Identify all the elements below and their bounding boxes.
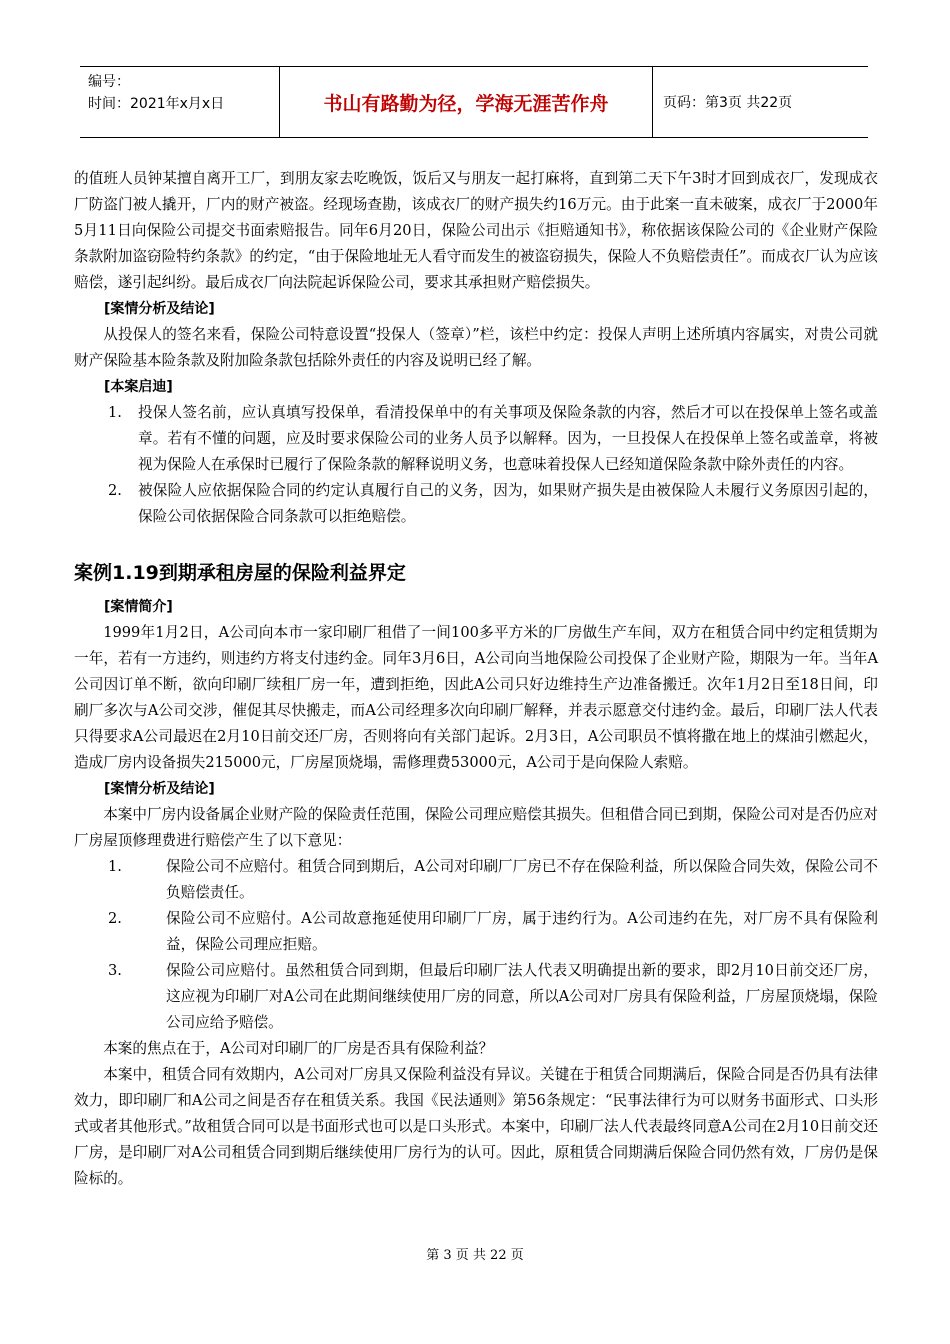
list-text: 保险公司不应赔付。租赁合同到期后，A公司对印刷厂厂房已不存在保险利益，所以保险合同失效，保险公司不负赔偿责任。 [166,858,878,901]
opinion-list [74,854,878,1036]
paragraph: 本案的焦点在于，A公司对印刷厂的厂房是否具有保险利益？ [103,1040,494,1057]
list-item [74,478,878,530]
paragraph: 本案中，租赁合同有效期内，A公司对厂房具又保险利益没有异议。关键在于租赁合同期满后，保险合同是否仍具有法律效力，即印刷厂和A公司之间是否存在租赁关系。我国《民法通则》第56条规定：“民事法律行为可以财务书面形式、口头形式或者其他形式。”故租赁合同可以是书面形式也可以是口头形式。本案中，印刷厂法人代表最终同意A公司在2月10日前交还厂房，是印刷厂对A公司租赁合同到期后继续使用厂房行为的认可。因此，原租赁合同期满后保险合同仍然有效，厂房仍是保险标的。 [74,1066,878,1187]
page-header [80,66,868,138]
list-text: 被保险人应依据保险合同的约定认真履行自己的义务，因为，如果财产损失是由被保险人未履行义务原因引起的，保险公司依据保险合同条款可以拒绝赔偿。 [138,482,878,525]
document-body [74,166,878,1192]
document-number-label: 编号： [88,74,130,90]
section-label-analysis: [案情分析及结论] [104,781,215,797]
list-text: 保险公司应赔付。虽然租赁合同到期，但最后印刷厂法人代表又明确提出新的要求，即2月10日前交还厂房，这应视为印刷厂对A公司在此期间继续使用厂房的同意，所以A公司对厂房具有保险利益，厂房屋顶烧塌，保险公司应给予赔偿。 [166,962,878,1031]
paragraph: 1999年1月2日，A公司向本市一家印刷厂租借了一间100多平方米的厂房做生产车间，双方在租赁合同中约定租赁期为一年，若有一方违约，则违约方将支付违约金。同年3月6日，A公司向当地保险公司投保了企业财产险，期限为一年。当年A公司因订单不断，欲向印刷厂续租厂房一年，遭到拒绝，因此A公司只好边维持生产边准备搬迁。次年1月2日至18日间，印刷厂多次与A公司交涉，催促其尽快搬走，而A公司经理多次向印刷厂解释，并表示愿意交付违约金。最后，印刷厂法人代表只得要求A公司最迟在2月10日前交还厂房，否则将向有关部门起诉。2月3日，A公司职员不慎将撒在地上的煤油引燃起火，造成厂房内设备损失215000元，厂房屋顶烧塌，需修理费53000元，A公司于是向保险人索赔。 [74,624,878,771]
list-number: 1. [108,404,122,421]
paragraph: 从投保人的签名来看，保险公司特意设置“投保人（签章）”栏，该栏中约定：投保人声明上述所填内容属实，对贵公司就财产保险基本险条款及附加险条款包括除外责任的内容及说明已经了解。 [74,326,878,369]
paragraph: 的值班人员钟某擅自离开工厂，到朋友家去吃晚饭，饭后又与朋友一起打麻将，直到第二天下午3时才回到成衣厂，发现成衣厂防盗门被人撬开，厂内的财产被盗。经现场查勘，该成衣厂的财产损失约16万元。由于此案一直未破案，成衣厂于2000年5月11日向保险公司提交书面索赔报告。同年6月20日，保险公司出示《拒赔通知书》，称依据该保险公司的《企业财产保险条款附加盗窃险特约条款》的约定，“由于保险地址无人看守而发生的被盗窃损失，保险人不负赔偿责任”。而成衣厂认为应该赔偿，遂引起纠纷。最后成衣厂向法院起诉保险公司，要求其承担财产赔偿损失。 [74,170,878,291]
list-item [74,906,878,958]
list-number: 3. [108,962,122,979]
list-number: 2. [108,482,122,499]
section-label-insight: [本案启迪] [104,379,173,395]
list-number: 1. [108,858,122,875]
document-time-label: 时间：2021年x月x日 [88,96,225,112]
list-item [74,854,878,906]
case-title: 案例1.19到期承租房屋的保险利益界定 [74,562,406,584]
list-number: 2. [108,910,122,927]
header-motto: 书山有路勤为径，学海无涯苦作舟 [280,67,653,137]
section-label-analysis: [案情分析及结论] [104,301,215,317]
insight-list [74,400,878,530]
page-footer: 第 3 页 共 22 页 [426,1248,524,1263]
list-text: 投保人签名前，应认真填写投保单，看清投保单中的有关事项及保险条款的内容，然后才可以在投保单上签名或盖章。若有不懂的问题，应及时要求保险公司的业务人员予以解释。因为，一旦投保人在投保单上签名或盖章，将被视为保险人在承保时已履行了保险条款的解释说明义务，也意味着投保人已经知道保险条款中除外责任的内容。 [138,404,878,473]
list-item [74,400,878,478]
header-meta [80,67,280,137]
header-page-label: 页码：第3页 共22页 [663,95,793,111]
list-text: 保险公司不应赔付。A公司故意拖延使用印刷厂厂房，属于违约行为。A公司违约在先，对厂房不具有保险利益，保险公司理应拒赔。 [166,910,878,953]
section-label-summary: [案情简介] [104,599,173,615]
paragraph: 本案中厂房内设备属企业财产险的保险责任范围，保险公司理应赔偿其损失。但租借合同已到期，保险公司对是否仍应对厂房屋顶修理费进行赔偿产生了以下意见： [74,806,878,849]
list-item [74,958,878,1036]
